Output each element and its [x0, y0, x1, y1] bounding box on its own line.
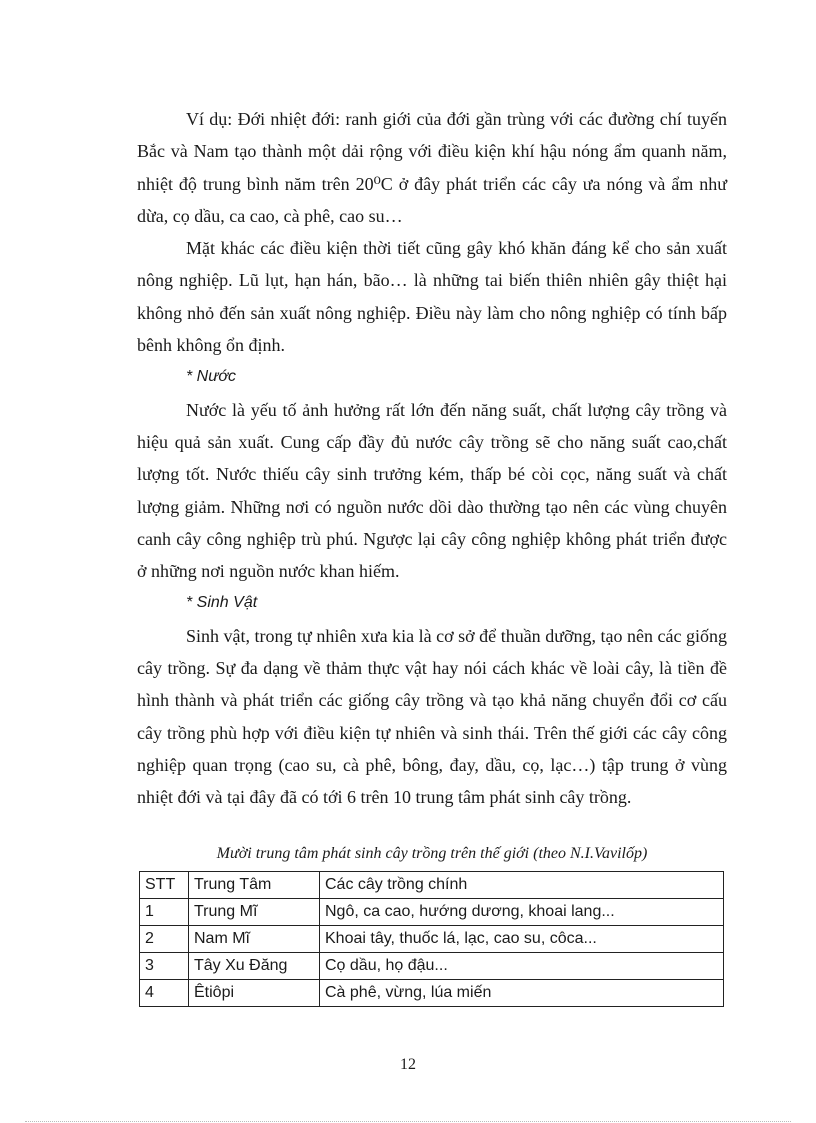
header-crops: Các cây trồng chính [320, 872, 724, 899]
heading-biology: * Sinh Vật [186, 594, 258, 612]
paragraph-water: Nước là yếu tố ảnh hưởng rất lớn đến năng suất, chất lượng cây trồng và hiệu quả sản xuất. Cung cấp đầy đủ nước cây trồng sẽ cho năng suất cao,chất lượng tốt. Nước thiếu cây sinh trưởng kém, thấp bé còi cọc, năng suất và chất lượng giảm. Những nơi có nguồn nước dồi dào thường tạo nên các vùng chuyên canh cây công nghiệp trù phú. Ngược lại cây công nghiệp không phát triển được ở những nơi nguồn nước khan hiếm. [137, 399, 727, 582]
table-header-row [140, 872, 724, 899]
footer-divider [25, 1121, 791, 1122]
cell-crops: Cà phê, vừng, lúa miến [320, 980, 724, 1007]
page-number: 12 [400, 1056, 416, 1073]
table-caption: Mười trung tâm phát sinh cây trồng trên thế giới (theo N.I.Vavilốp) [216, 845, 648, 862]
paragraph-weather: Mặt khác các điều kiện thời tiết cũng gây khó khăn đáng kể cho sản xuất nông nghiệp. Lũ lụt, hạn hán, bão… là những tai biến thiên nhiên gây thiệt hại không nhỏ đến sản xuất nông nghiệp. Điều này làm cho nông nghiệp có tính bấp bênh không ổn định. [137, 238, 727, 356]
paragraph-biology: Sinh vật, trong tự nhiên xưa kia là cơ sở để thuần dưỡng, tạo nên các giống cây trồng. Sự đa dạng về thảm thực vật hay nói cách khác về loài cây, là tiền đề hình thành và phát triển các giống cây trồng và tạo khả năng chuyển đổi cơ cấu cây trồng phù hợp với điều kiện tự nhiên và sinh thái. Trên thế giới các cây công nghiệp quan trọng (cao su, cà phê, bông, đay, dầu, cọ, lạc…) tập trung ở vùng nhiệt đới và tại đây đã có tới 6 trên 10 trung tâm phát sinh cây trồng. [137, 625, 727, 808]
table-row [140, 953, 724, 980]
table-row [140, 980, 724, 1007]
table-row [140, 926, 724, 953]
cell-center: Trung Mĩ [189, 899, 320, 926]
cell-crops: Khoai tây, thuốc lá, lạc, cao su, côca... [320, 926, 724, 953]
crop-centers-table [139, 871, 724, 1007]
table-row [140, 899, 724, 926]
cell-stt: 3 [140, 953, 189, 980]
cell-crops: Cọ dầu, họ đậu... [320, 953, 724, 980]
cell-stt: 4 [140, 980, 189, 1007]
cell-stt: 1 [140, 899, 189, 926]
paragraph-climate-example: Ví dụ: Đới nhiệt đới: ranh giới của đới gần trùng với các đường chí tuyến Bắc và Nam tạo thành một dải rộng với điều kiện khí hậu nóng ẩm quanh năm, nhiệt độ trung bình năm trên 20⁰C ở đây phát triển các cây ưa nóng và ẩm như dừa, cọ dầu, ca cao, cà phê, cao su… [137, 109, 727, 226]
cell-stt: 2 [140, 926, 189, 953]
cell-center: Êtiôpi [189, 980, 320, 1007]
header-center: Trung Tâm [189, 872, 320, 899]
heading-water: * Nước [186, 368, 237, 386]
cell-center: Nam Mĩ [189, 926, 320, 953]
body-text [137, 103, 727, 814]
header-stt: STT [140, 872, 189, 899]
cell-center: Tây Xu Đăng [189, 953, 320, 980]
cell-crops: Ngô, ca cao, hướng dương, khoai lang... [320, 899, 724, 926]
